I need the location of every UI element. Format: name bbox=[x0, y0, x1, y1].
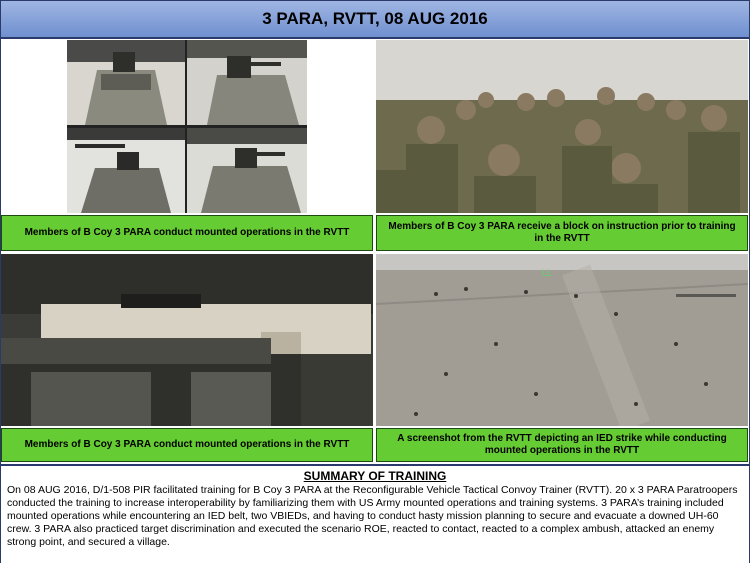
panel-4 bbox=[187, 128, 307, 213]
caption-bottom-right: A screenshot from the RVTT depicting an IED strike while conducting mounted operations in the RVTT bbox=[376, 428, 748, 462]
page-title: 3 PARA, RVTT, 08 AUG 2016 bbox=[262, 9, 488, 28]
svg-text:ĿĿ: ĿĿ bbox=[542, 268, 553, 278]
photo-ied-screenshot bbox=[376, 254, 748, 426]
photo-vehicle-cab bbox=[1, 254, 373, 426]
photo-simulator-grid bbox=[67, 40, 307, 213]
panel-2 bbox=[187, 40, 307, 125]
summary-body: On 08 AUG 2016, D/1-508 PIR facilitated training for B Coy 3 PARA at the Reconfigurable Vehicle Tactical Convoy Trainer (RVTT). 20 x 3 PARA Paratroopers conducted the training to increase interoperability by familiarizing them with US Army mounted operations and training systems. 3 PARA’s training included mounted operations while encountering an IED belt, two VBIEDs, and having to conduct hasty mission planning to secure and evacuate a downed UH-60 crew. 3 PARA also practiced target discrimination and executed the scenario ROE, reacted to contact, reacted to a complex ambush, attacked an enemy strong point, and secured a village. bbox=[7, 484, 738, 548]
panel-3 bbox=[67, 128, 185, 213]
photo-soldiers-briefing bbox=[376, 40, 748, 213]
summary-section bbox=[1, 464, 749, 563]
summary-heading: SUMMARY OF TRAINING bbox=[303, 469, 447, 483]
panel-1 bbox=[67, 40, 185, 125]
caption-top-right: Members of B Coy 3 PARA receive a block on instruction prior to training in the RVTT bbox=[376, 215, 748, 251]
caption-bottom-left: Members of B Coy 3 PARA conduct mounted operations in the RVTT bbox=[1, 428, 373, 462]
title-bar bbox=[1, 1, 749, 39]
caption-top-left: Members of B Coy 3 PARA conduct mounted operations in the RVTT bbox=[1, 215, 373, 251]
